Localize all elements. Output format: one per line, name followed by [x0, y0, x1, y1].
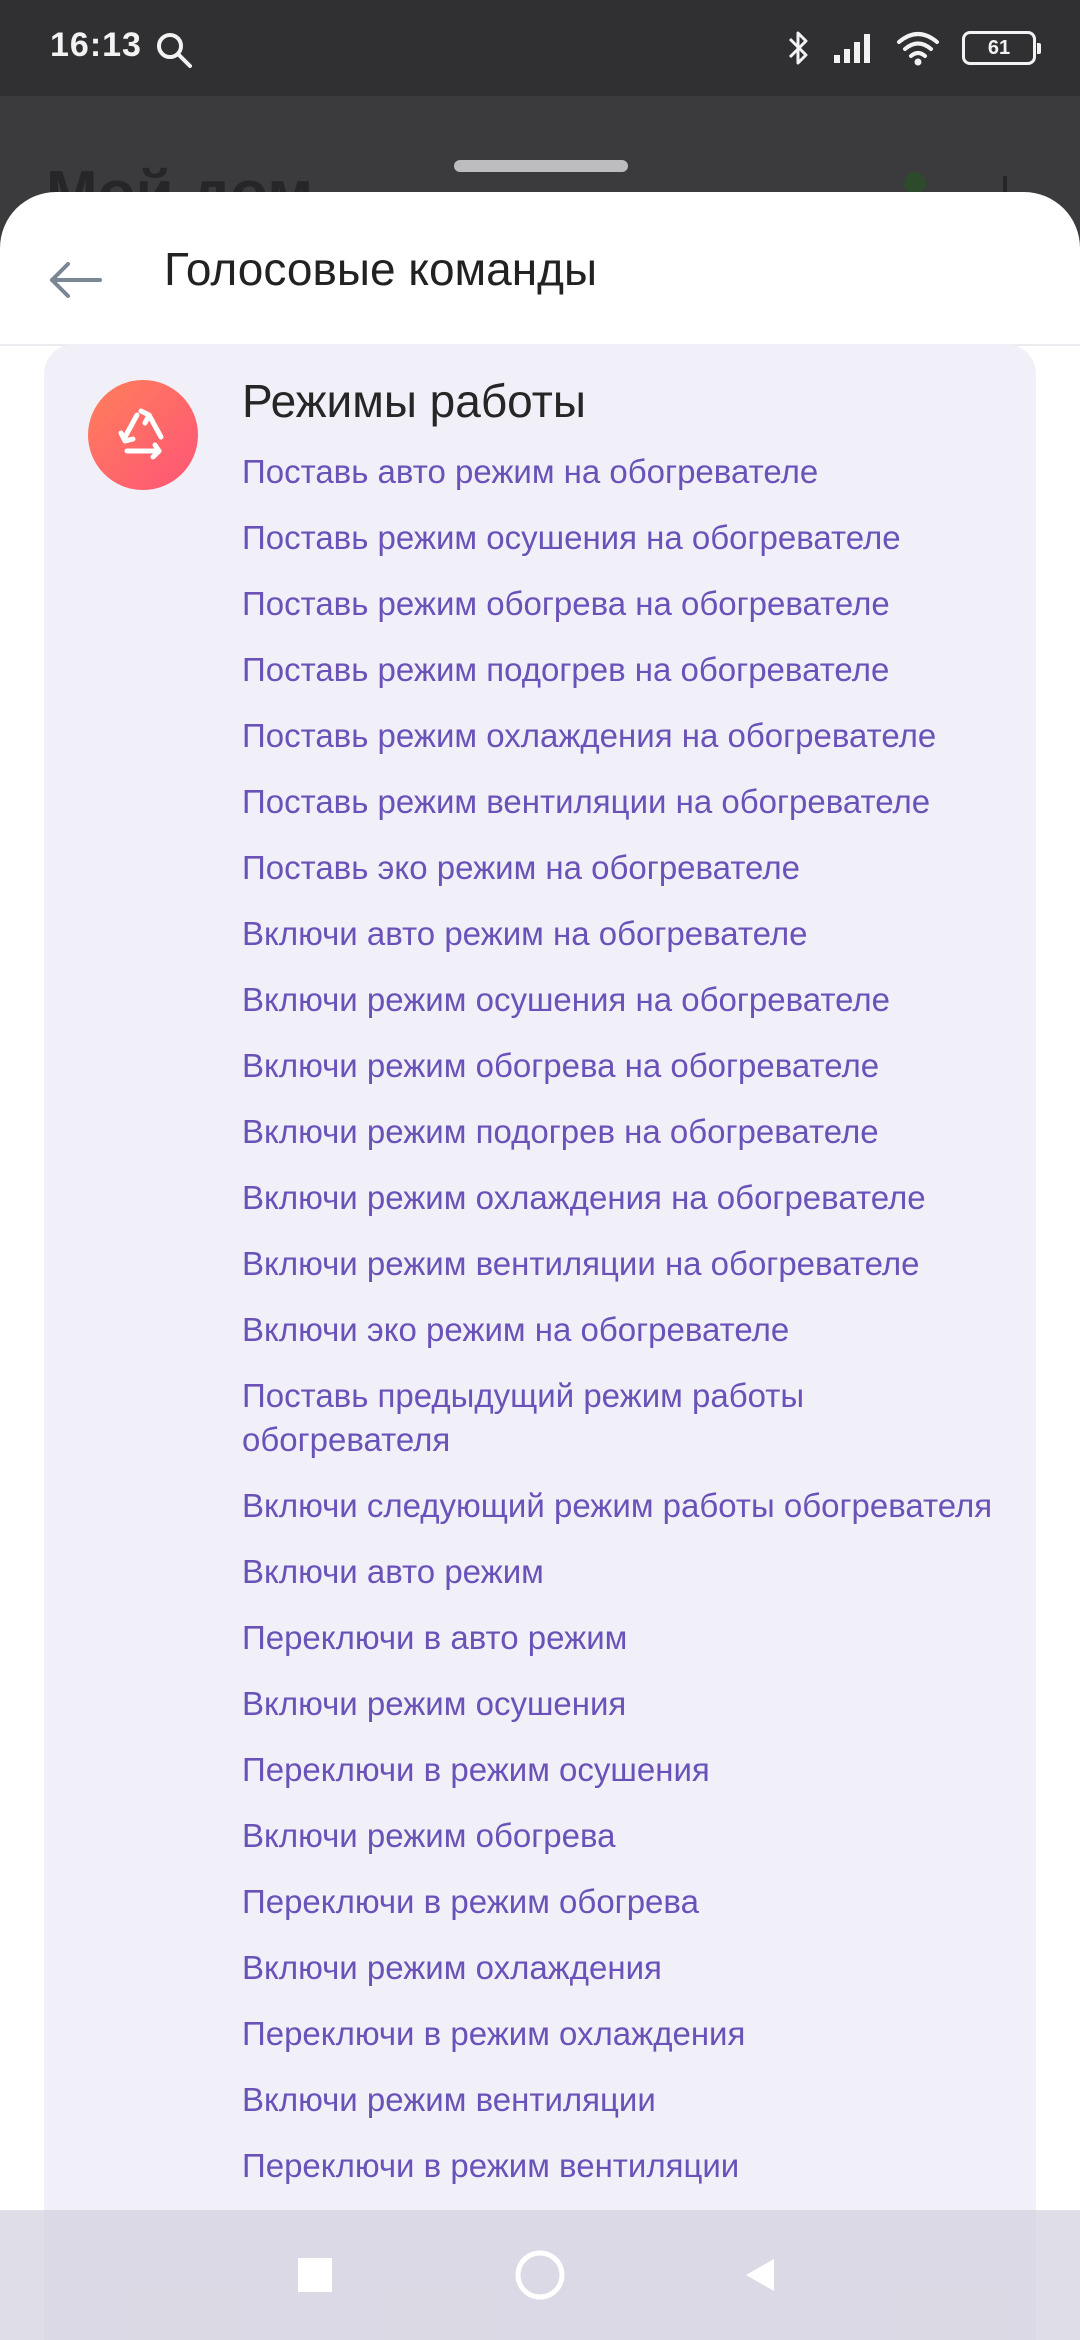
- command-item[interactable]: Переключи в режим вентиляции: [242, 2147, 740, 2184]
- command-item[interactable]: Включи режим охлаждения: [242, 1949, 662, 1986]
- cycle-modes-icon: [88, 380, 198, 490]
- command-item[interactable]: Поставь режим охлаждения на обогревателе: [242, 717, 937, 754]
- modes-card: [44, 344, 1036, 2340]
- command-item[interactable]: Включи режим осушения: [242, 1685, 627, 1722]
- recents-square-icon: [297, 2257, 333, 2293]
- back-triangle-icon: [740, 2255, 780, 2295]
- command-item[interactable]: Переключи в режим осушения: [242, 1751, 710, 1788]
- home-button[interactable]: [505, 2240, 575, 2310]
- bluetooth-icon: [786, 29, 810, 67]
- command-item[interactable]: Переключи в режим обогрева: [242, 1883, 699, 1920]
- sheet-drag-handle[interactable]: [454, 160, 628, 172]
- page-title: Голосовые команды: [164, 243, 598, 295]
- command-item[interactable]: Включи режим охлаждения на обогревателе: [242, 1179, 926, 1216]
- command-item[interactable]: Включи авто режим на обогревателе: [242, 915, 808, 952]
- voice-commands-sheet: [0, 192, 1080, 2340]
- command-item[interactable]: Поставь авто режим на обогревателе: [242, 453, 819, 490]
- wifi-icon: [896, 30, 940, 66]
- sheet-header: [0, 192, 1080, 344]
- command-item[interactable]: Поставь эко режим на обогревателе: [242, 849, 800, 886]
- status-bar: [0, 0, 1080, 96]
- battery-level: 61: [987, 36, 1011, 59]
- card-title: Режимы работы: [242, 375, 586, 427]
- command-item[interactable]: Поставь предыдущий режим работы обогревателя: [242, 1377, 805, 1458]
- command-item[interactable]: Включи режим осушения на обогревателе: [242, 981, 890, 1018]
- command-item[interactable]: Включи следующий режим работы обогревателя: [242, 1487, 993, 1524]
- status-time: 16:13: [50, 26, 142, 64]
- command-item[interactable]: Включи режим подогрев на обогревателе: [242, 1113, 879, 1150]
- search-icon: [154, 30, 194, 70]
- command-item[interactable]: Включи авто режим: [242, 1553, 544, 1590]
- navigation-bar: [0, 2210, 1080, 2340]
- command-item[interactable]: Включи режим обогрева на обогревателе: [242, 1047, 880, 1084]
- command-item[interactable]: Включи эко режим на обогревателе: [242, 1311, 790, 1348]
- command-item[interactable]: Поставь режим вентиляции на обогревателе: [242, 783, 931, 820]
- command-item[interactable]: Переключи в авто режим: [242, 1619, 628, 1656]
- back-button[interactable]: [36, 240, 116, 320]
- command-item[interactable]: Включи режим вентиляции на обогревателе: [242, 1245, 920, 1282]
- signal-icon: [832, 31, 874, 65]
- command-item[interactable]: Поставь режим осушения на обогревателе: [242, 519, 901, 556]
- arrow-left-icon: [46, 260, 106, 300]
- command-item[interactable]: Включи режим обогрева: [242, 1817, 616, 1854]
- command-item[interactable]: Переключи в режим охлаждения: [242, 2015, 746, 2052]
- command-item[interactable]: Поставь режим подогрев на обогревателе: [242, 651, 890, 688]
- background-status-dot: [904, 172, 926, 194]
- battery-icon: [962, 31, 1036, 65]
- recents-button[interactable]: [280, 2240, 350, 2310]
- system-back-button[interactable]: [725, 2240, 795, 2310]
- command-list: [242, 450, 1012, 2210]
- home-circle-icon: [512, 2247, 568, 2303]
- command-item[interactable]: Поставь режим обогрева на обогревателе: [242, 585, 890, 622]
- command-item[interactable]: Включи режим вентиляции: [242, 2081, 656, 2118]
- status-icons: [786, 26, 1036, 70]
